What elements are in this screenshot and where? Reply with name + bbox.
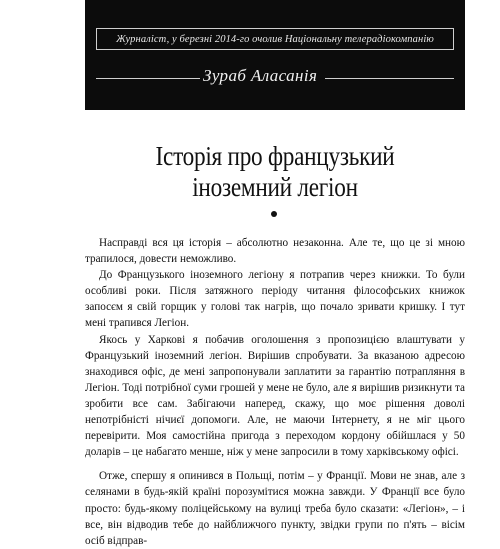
author-divider-right xyxy=(325,78,454,79)
paragraph-gap xyxy=(85,460,465,468)
author-description-box xyxy=(96,28,454,50)
chapter-header-band xyxy=(85,0,465,110)
paragraph-2: До Французького іноземного легіону я потрапив через книжки. То були особливі роки. Після затяжного періоду читання філософських книжок запосєм я свій горщик у голові так нагрів, що почало зривати кришку. І тут мені трапився Легіон. xyxy=(85,269,465,330)
chapter-title-line-1: Історія про французький xyxy=(155,141,395,171)
chapter-title xyxy=(112,141,439,203)
author-name: Зураб Аласанія xyxy=(203,66,318,85)
chapter-title-line-2: іноземний легіон xyxy=(192,172,358,202)
body-text xyxy=(85,235,465,549)
paragraph-1: Насправді вся ця історія – абсолютно незаконна. Але те, що це зі мною трапилося, довести неможливо. xyxy=(85,237,465,266)
paragraph-3: Якось у Харкові я побачив оголошення з пропозицією влаштувати у Французький іноземний легіон. Вирішив спробувати. За вказаною адресою знаходився офіс, де мені запропонували заплатити за гарантію потрапляння в Легіон. Тоді потрібної суми грошей у мене не було, але я вирішив ризикнути та зробити все сам. Забігаючи наперед, скажу, що моє рішення доволі непотрібністі нічиєї допомоги. Але, не маючи Інтернету, я не міг цього перевірити. Моя самостійна пригода з переходом кордону обійшлася у 50 доларів – це набагато менше, ніж у мене запросили в тому харківському офісі. xyxy=(85,333,465,459)
paragraph-4: Отже, спершу я опинився в Польщі, потім – у Франції. Мови не знав, але з селянами в будь-якій країні порозумітися можна завжди. У Франції все було просто: будь-якому поліцейському на вулиці треба було сказати: «Легіон», – і все, він відводив тебе до найближчого пункту, звідки групи по п'ять – вісім осіб відправ- xyxy=(85,470,465,547)
author-description: Журналіст, у березні 2014-го очолив Національну телерадіокомпанію xyxy=(116,33,434,45)
title-ornament-bullet xyxy=(271,211,277,217)
author-divider-left xyxy=(96,78,200,79)
